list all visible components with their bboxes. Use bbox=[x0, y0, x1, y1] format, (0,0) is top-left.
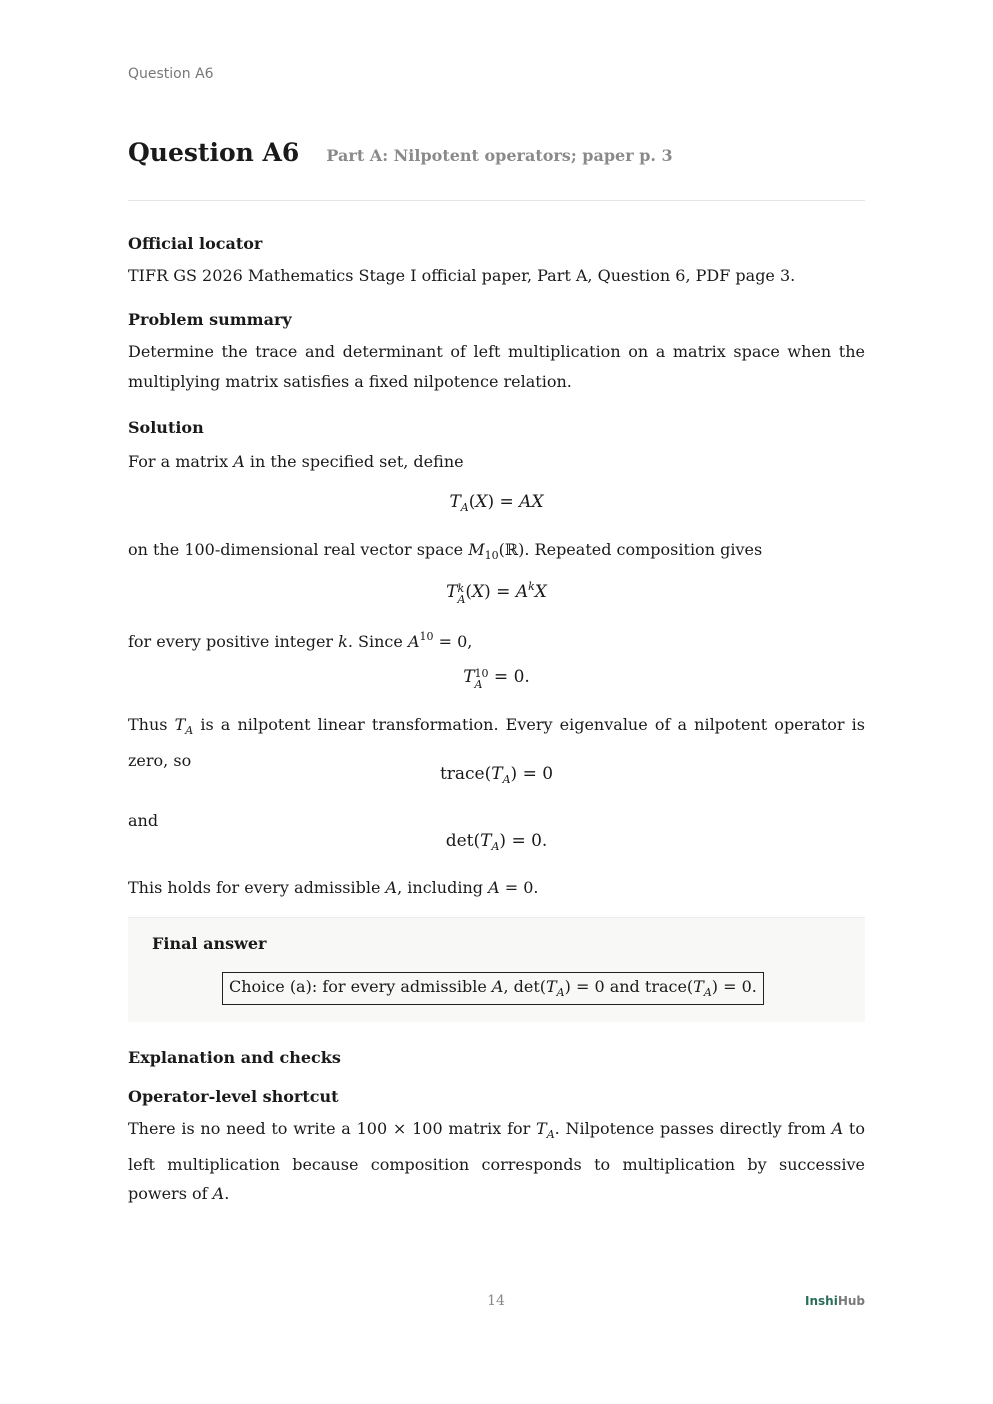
page-title: Question A6 bbox=[128, 138, 300, 167]
solution-paragraph-5: and bbox=[128, 811, 159, 830]
solution-paragraph-4: Thus $T_A$ is a nilpotent linear transformation. Every eigenvalue of a nilpotent operator is zero, so bbox=[128, 715, 865, 770]
equation-3: T10 A = 0. bbox=[463, 667, 530, 691]
equation-5: $\det(T_A) = 0$. bbox=[445, 831, 548, 853]
official-locator-text: TIFR GS 2026 Mathematics Stage I official paper, Part A, Question 6, PDF page 3. bbox=[128, 266, 796, 285]
solution-paragraph-1: For a matrix A in the specified set, define bbox=[128, 452, 464, 471]
explanation-heading: Explanation and checks bbox=[128, 1048, 341, 1067]
header-divider bbox=[128, 200, 865, 201]
final-answer-text: Choice (a): for every admissible A, $\det(T_A) = 0$ and $trace(T_A) = 0$. bbox=[222, 972, 764, 1005]
solution-heading: Solution bbox=[128, 418, 204, 437]
final-answer-heading: Final answer bbox=[152, 934, 267, 953]
solution-paragraph-3: for every positive integer k. Since $A^{10} = 0$, bbox=[128, 630, 473, 651]
problem-summary-heading: Problem summary bbox=[128, 310, 292, 329]
problem-summary-text: Determine the trace and determinant of left multiplication on a matrix space when the multiplying matrix satisfies a fixed nilpotence relation. bbox=[128, 342, 865, 391]
equation-2: Tk $A(X) = A^kX$ bbox=[446, 580, 547, 606]
explanation-subheading: Operator-level shortcut bbox=[128, 1087, 339, 1106]
question-header bbox=[128, 138, 865, 167]
solution-paragraph-6: This holds for every admissible A, including A = 0. bbox=[128, 878, 539, 897]
running-head: Question A6 bbox=[128, 66, 214, 82]
official-locator-heading: Official locator bbox=[128, 234, 263, 253]
equation-1: $T_A(X)$ = AX bbox=[449, 492, 544, 514]
solution-paragraph-2: on the 100-dimensional real vector space $M_{10}(ℝ)$. Repeated composition gives bbox=[128, 540, 763, 562]
page-subtitle: Part A: Nilpotent operators; paper p. 3 bbox=[326, 146, 673, 165]
explanation-text: There is no need to write a 100 × 100 matrix for $T_A$. Nilpotence passes directly from A to left multiplication because composition corresponds to multiplication by successive powers of A. bbox=[128, 1119, 865, 1203]
final-answer-box bbox=[128, 917, 865, 1022]
equation-4: $trace(T_A) = 0$ bbox=[439, 764, 554, 786]
brand-logo: InshiHub bbox=[805, 1294, 865, 1308]
page-number: 14 bbox=[487, 1293, 505, 1309]
